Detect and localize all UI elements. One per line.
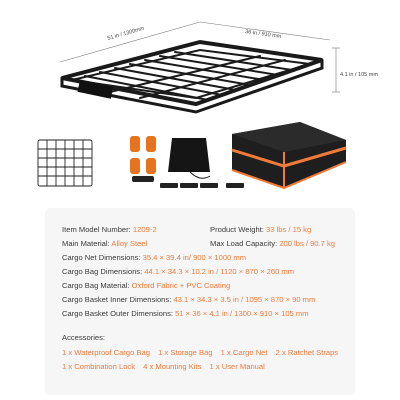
- accessory-item: 1 x Storage Bag: [158, 348, 213, 357]
- accessory-item: 1 x User Manual: [209, 362, 265, 371]
- waterproof-cargo-bag: [232, 122, 346, 188]
- height-dimension: 4.1 in / 105 mm: [340, 72, 378, 78]
- spec-cargo-net-dimensions: Cargo Net Dimensions: 35.4 × 39.4 in/ 900 × 1000 mm: [62, 253, 247, 262]
- accessory-item: 2 x Ratchet Straps: [275, 348, 339, 357]
- accessories-line-2: [62, 362, 271, 371]
- width-dimension: 36 in / 910 mm: [244, 29, 282, 41]
- spec-basket-outer-dimensions: Cargo Basket Outer Dimensions: 51 × 36 × 4.1 in / 1300 × 910 × 105 mm: [62, 309, 309, 318]
- cargo-basket: [62, 42, 322, 112]
- spec-cargo-bag-material: Cargo Bag Material: Oxford Fabric + PVC Coating: [62, 281, 231, 290]
- storage-bag: [168, 138, 210, 178]
- spec-cargo-bag-dimensions: Cargo Bag Dimensions: 44.1 × 34.3 × 10.2 in / 1120 × 870 × 260 mm: [62, 267, 295, 276]
- accessory-item: 1 x Combination Lock: [62, 362, 136, 371]
- cargo-net: [38, 140, 92, 186]
- spec-max-load: Max Load Capacity: 200 lbs / 90.7 kg: [210, 239, 335, 248]
- accessories-title: Accessories:: [62, 333, 106, 342]
- spec-main-material: Main Material: Alloy Steel: [62, 239, 148, 248]
- spec-product-weight: Product Weight: 33 lbs / 15 kg: [210, 225, 312, 234]
- accessory-item: 1 x Cargo Net: [220, 348, 268, 357]
- accessory-item: 4 x Mounting Kits: [143, 362, 202, 371]
- length-dimension: 51 in / 1300mm: [106, 25, 146, 42]
- mounting-kits: [160, 183, 244, 188]
- spec-model-number: Item Model Number: 1209-2: [62, 225, 157, 234]
- accessory-item: 1 x Waterproof Cargo Bag: [62, 348, 150, 357]
- accessories-line-1: [62, 348, 344, 357]
- spec-basket-inner-dimensions: Cargo Basket Inner Dimensions: 43.1 × 34.3 × 3.5 in / 1095 × 870 × 90 mm: [62, 295, 316, 304]
- ratchet-straps: [130, 136, 156, 182]
